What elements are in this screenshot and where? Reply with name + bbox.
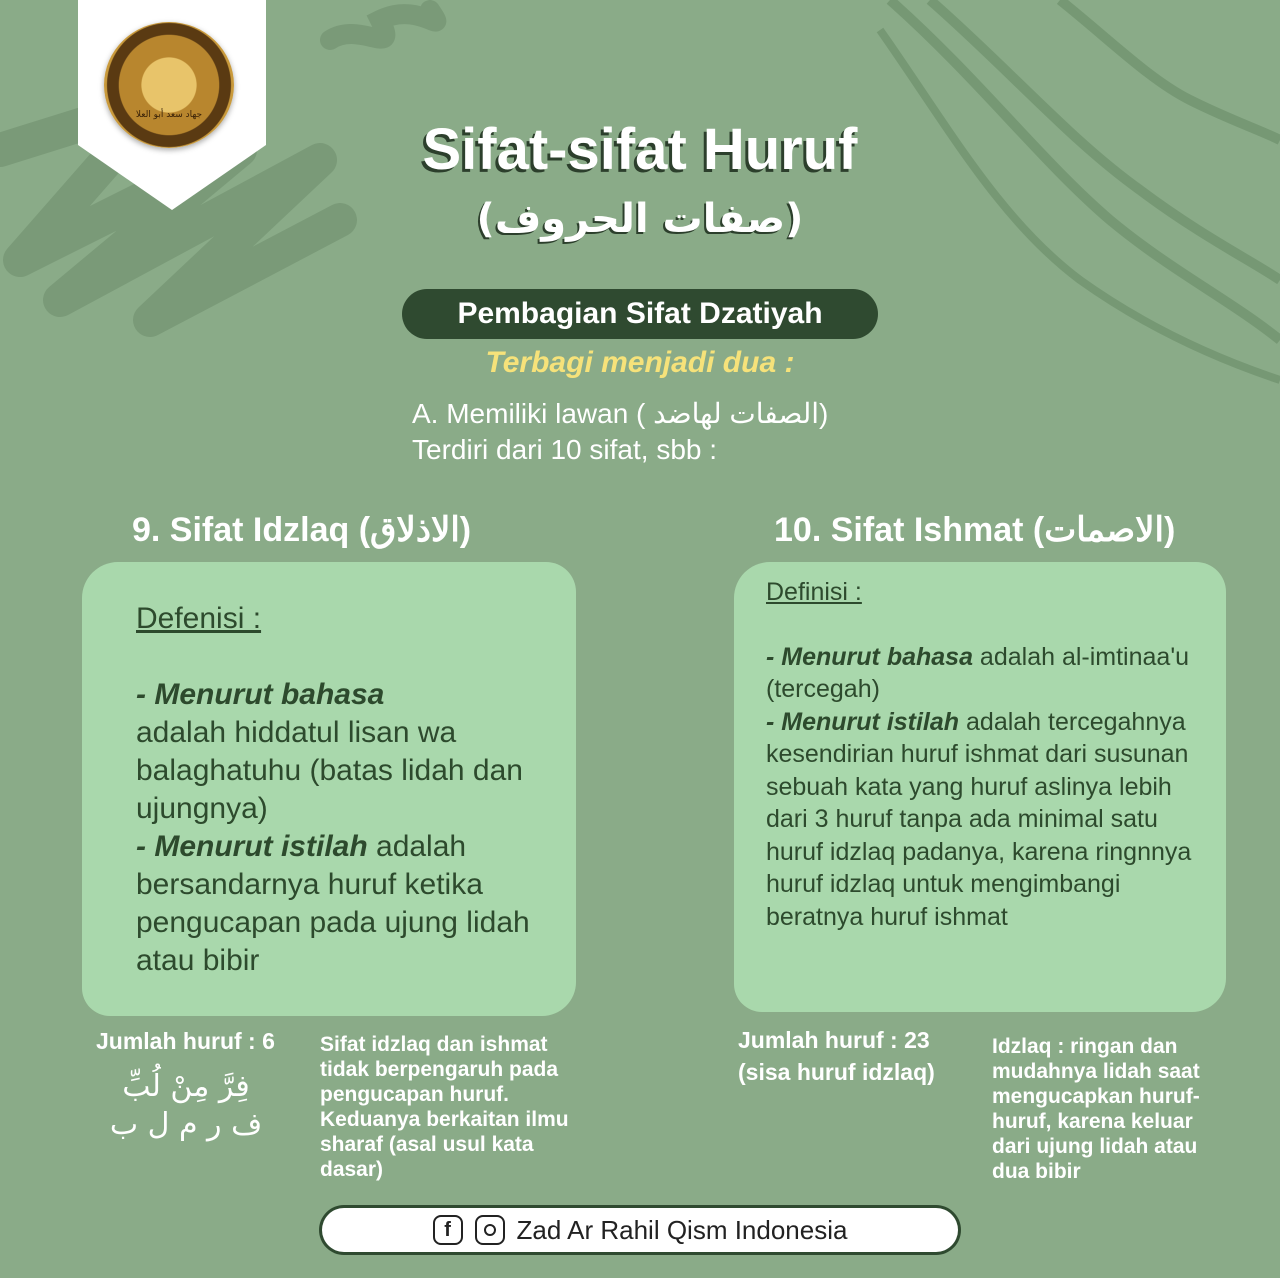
intro-line-2: Terdiri dari 10 sifat, sbb :	[412, 434, 718, 465]
footer-label[interactable]: Zad Ar Rahil Qism Indonesia	[516, 1214, 848, 1245]
right-count-line-1: Jumlah huruf : 23	[738, 1027, 930, 1053]
right-count-line-2: (sisa huruf idzlaq)	[738, 1059, 935, 1085]
left-istilah-label: - Menurut istilah	[136, 830, 368, 863]
right-letter-count	[738, 1024, 935, 1088]
left-definition-box	[82, 562, 576, 1016]
page-title: Sifat-sifat Huruf	[422, 117, 858, 182]
left-arabic-letters	[96, 1068, 276, 1144]
right-istilah-label: - Menurut istilah	[766, 707, 960, 736]
subheading: Terbagi menjadi dua :	[485, 346, 795, 379]
right-note: Idzlaq : ringan dan mudahnya lidah saat mengucapkan huruf-huruf, karena keluar dari ujung lidah atau dua bibir	[992, 1035, 1200, 1183]
left-definition-label: Defenisi :	[136, 602, 262, 635]
left-istilah-text: adalah bersandarnya huruf ketika pengucapan pada ujung lidah atau bibir	[136, 830, 530, 977]
left-section-heading: 9. Sifat Idzlaq (الاذلاق)	[132, 511, 472, 549]
left-bahasa-text: adalah hiddatul lisan wa balaghatuhu (batas lidah dan ujungnya)	[136, 716, 523, 825]
right-bahasa-label: - Menurut bahasa	[766, 642, 973, 671]
left-arabic-word: فِرَّ مِنْ لُبِّ	[122, 1069, 250, 1104]
right-definition-box	[734, 562, 1226, 1012]
left-note: Sifat idzlaq dan ishmat tidak berpengaruh pada pengucapan huruf. Keduanya berkaitan ilmu sharaf (asal usul kata dasar)	[320, 1033, 569, 1181]
left-arabic-letter-list: ف ر م ل ب	[109, 1107, 263, 1142]
section-pill: Pembagian Sifat Dzatiyah	[402, 289, 878, 339]
right-definition-label: Definisi :	[766, 578, 862, 606]
page-title-arabic: (صفات الحروف)	[476, 196, 804, 242]
intro-text	[412, 396, 828, 468]
instagram-icon[interactable]	[475, 1215, 505, 1245]
right-istilah-text: adalah tercegahnya kesendirian huruf ishmat dari susunan sebuah kata yang huruf aslinya lebih dari 3 huruf tanpa ada minimal satu huruf idzlaq padanya, karena ringnnya huruf idzlaq untuk mengimbangi beratnya huruf ishmat	[766, 707, 1192, 931]
footer-social-bar[interactable]	[322, 1208, 958, 1252]
right-section-heading: 10. Sifat Ishmat (الاصمات)	[774, 511, 1176, 549]
left-letter-count: Jumlah huruf : 6	[96, 1028, 275, 1054]
right-bahasa-text: adalah al-imtinaa'u (tercegah)	[766, 642, 1189, 703]
intro-line-1: A. Memiliki lawan ( الصفات لهاضد)	[412, 398, 829, 429]
logo-text: جهاد سعد أبو العلا	[135, 110, 203, 120]
facebook-icon[interactable]: f	[433, 1215, 463, 1245]
left-bahasa-label: - Menurut bahasa	[136, 678, 385, 711]
